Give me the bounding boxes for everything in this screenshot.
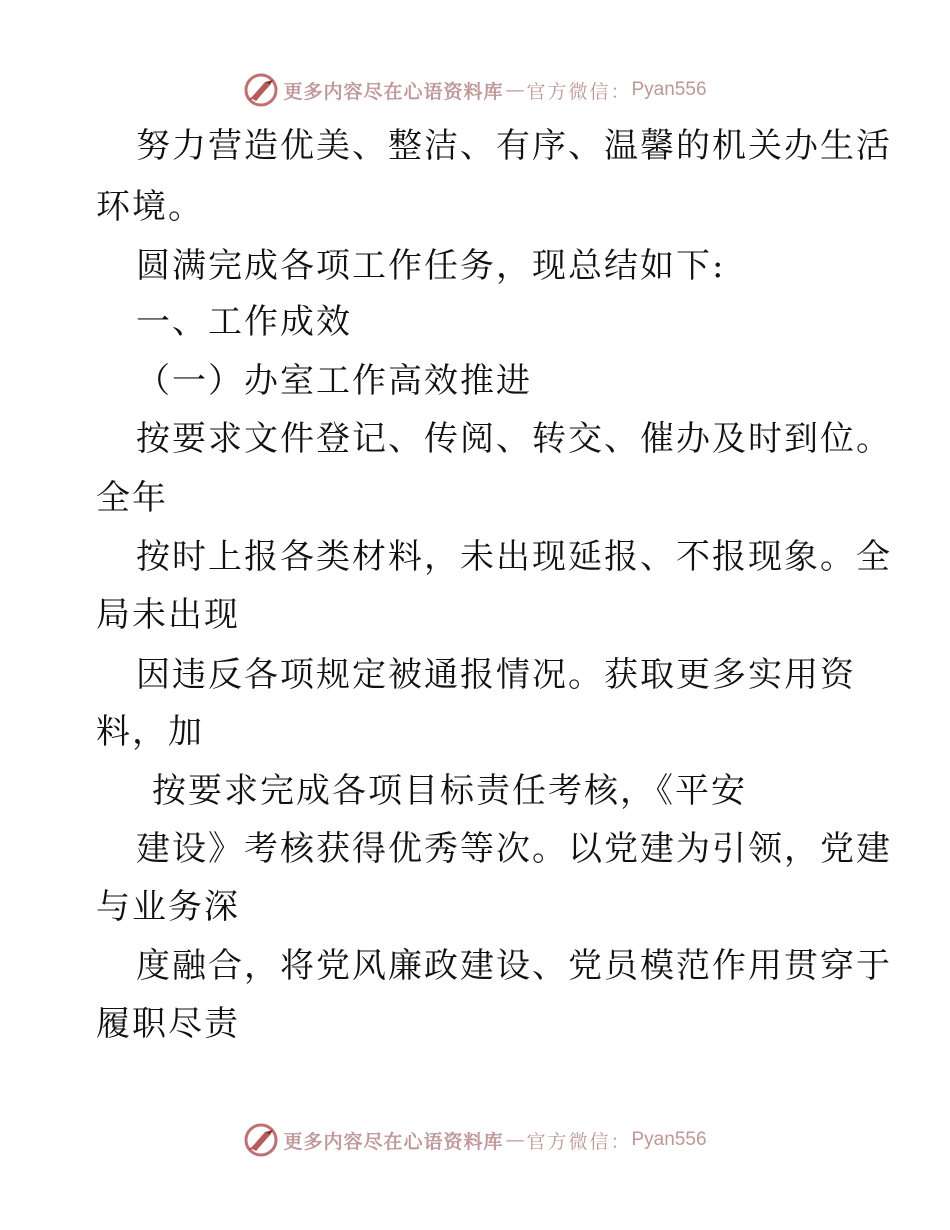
subsection-heading: （一）办室工作高效推进 xyxy=(136,361,532,401)
section-heading: 一、工作成效 xyxy=(136,302,352,342)
pen-logo-icon xyxy=(243,1122,279,1158)
header-brand-text: 更多内容尽在心语资料库 xyxy=(283,80,504,103)
paragraph-line: 按要求文件登记、传阅、转交、催办及时到位。 xyxy=(136,419,892,459)
paragraph-line: 努力营造优美、整洁、有序、温馨的机关办生活 xyxy=(136,126,892,166)
footer-wechat-id: Pyan556 xyxy=(631,1129,707,1150)
header-banner xyxy=(0,70,950,110)
paragraph-line: 料，加 xyxy=(96,712,204,752)
header-wechat-label: 官方微信： xyxy=(526,80,632,103)
paragraph-line: 与业务深 xyxy=(96,887,240,927)
header-dash: — xyxy=(505,79,525,101)
paragraph-line: 圆满完成各项工作任务，现总结如下: xyxy=(136,246,726,286)
paragraph-line: 因违反各项规定被通报情况。获取更多实用资 xyxy=(136,655,856,695)
header-wechat-id: Pyan556 xyxy=(631,79,707,100)
paragraph-line: 局未出现 xyxy=(96,595,240,635)
footer-wechat-label: 官方微信： xyxy=(526,1130,632,1153)
paragraph-line: 度融合，将党风廉政建设、党员模范作用贯穿于 xyxy=(136,946,892,986)
paragraph-line: 履职尽责 xyxy=(96,1004,240,1044)
paragraph-line: 按时上报各类材料，未出现延报、不报现象。全 xyxy=(136,537,892,577)
paragraph-line: 环境。 xyxy=(96,187,204,227)
footer-brand-text: 更多内容尽在心语资料库 xyxy=(283,1130,504,1153)
pen-logo-icon xyxy=(243,72,279,108)
paragraph-line: 建设》考核获得优秀等次。以党建为引领，党建 xyxy=(136,829,892,869)
footer-banner xyxy=(0,1120,950,1160)
paragraph-line: 全年 xyxy=(96,478,168,518)
paragraph-line: 按要求完成各项目标责任考核，《平安 xyxy=(152,771,747,811)
footer-dash: — xyxy=(505,1129,525,1151)
